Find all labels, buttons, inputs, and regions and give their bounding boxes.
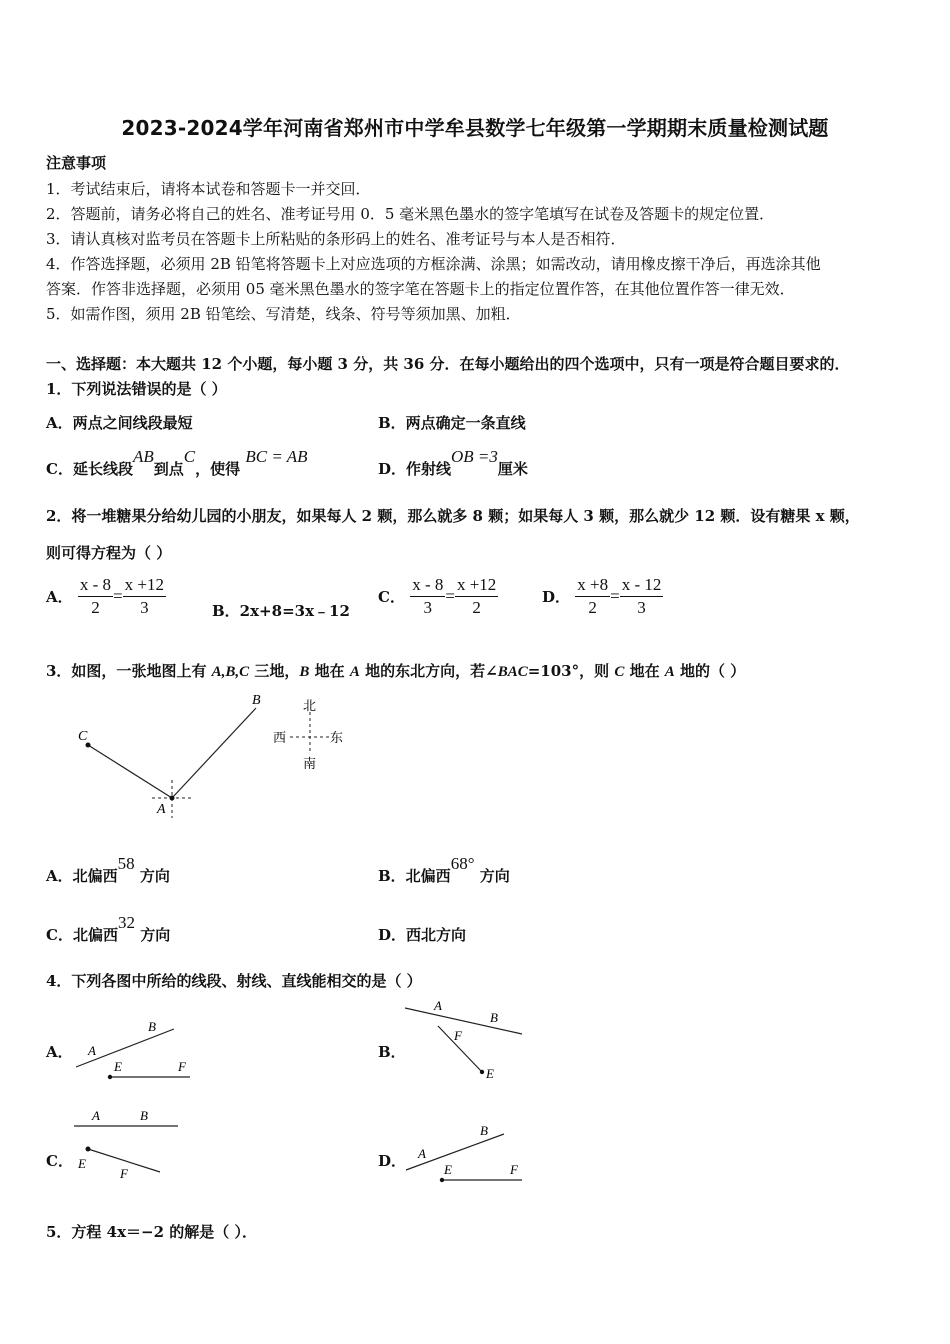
notice-item-4: 4．作答选择题，必须用 2B 铅笔将答题卡上对应选项的方框涂满、涂黑；如需改动，请用橡皮擦干净后，再选涂其他 [46,255,821,273]
q3-option-c: C．北偏西32 方向 [46,913,171,944]
notice-item-1: 1．考试结束后，请将本试卷和答题卡一并交回． [46,180,371,198]
notice-item-4-cont: 答案．作答非选择题，必须用 05 毫米黑色墨水的签字笔在答题卡上的指定位置作答，在其他位置作答一律无效． [46,280,795,298]
q2-c-frac-left: $\frac{x - 8}{3}$ [412,575,444,617]
q2-d-frac-right: $\frac{x - 12}{3}$ [621,575,662,617]
q1-c-point: C [183,447,196,466]
q4-c-point-e [86,1147,91,1152]
q3-option-d: D．西北方向 [378,926,467,944]
q3-segment-ab [172,708,256,798]
q4-c-label-a: A [92,1108,100,1123]
section-heading: 一、选择题：本大题共 12 个小题，每小题 3 分，共 36 分．在每小题给出的四个选项中，只有一项是符合题目要求的． [46,355,850,373]
q4-b-line-ab [405,1008,522,1034]
q3-compass [270,694,350,774]
q3-option-a: A．北偏西58 方向 [46,854,170,885]
q4-d-label-a: A [418,1146,426,1161]
q3-label-b: B [252,693,261,708]
q4-b-label-f: F [454,1028,462,1043]
q3-label-a: A [157,802,166,817]
q4-b-label-b: B [490,1010,498,1025]
q2-a-frac-left: $\frac{x - 8}{2}$ [79,575,112,617]
q3-segment-ac [88,745,172,798]
q4-a-point-e [108,1075,112,1079]
q1-c-ab: AB [132,447,154,466]
q1-stem: 1．下列说法错误的是（ ） [46,380,227,398]
q4-figure-d [400,1122,530,1188]
q2-option-c: C． $\frac{x - 8}{3}$ = $\frac{x +12}{2}$ [378,575,497,617]
q4-b-point-e [480,1070,484,1074]
q4-a-label-a: A [88,1043,96,1058]
q3-option-b: B．北偏西68° 方向 [378,854,510,885]
q5-stem: 5．方程 4x＝−2 的解是（ ）． [46,1223,257,1241]
q4-d-point-e [440,1178,444,1182]
q2-d-frac-left: $\frac{x +8}{2}$ [577,575,609,617]
q4-option-a-label: A． [46,1043,73,1061]
q2-option-d: D． $\frac{x +8}{2}$ = $\frac{x - 12}{3}$ [542,575,662,617]
q4-figure-a [70,1015,200,1085]
q4-c-label-f: F [120,1166,128,1181]
q3-compass-east: 东 [330,731,344,746]
page-title: 2023-2024学年河南省郑州市中学牟县数学七年级第一学期期末质量检测试题 [121,116,829,140]
q1-option-c: C．延长线段AB到点C，使得 BC = AB [46,447,308,478]
q2-option-a: A． $\frac{x - 8}{2}$ = $\frac{x +12}{3}$ [46,575,164,617]
q3-compass-north: 北 [303,699,317,714]
q1-option-a: A．两点之间线段最短 [46,414,193,432]
q4-a-label-b: B [148,1019,156,1034]
q3-compass-south: 南 [303,757,317,772]
q4-option-d-label: D． [378,1152,407,1170]
q2-a-frac-right: $\frac{x +12}{3}$ [124,575,164,617]
q2-option-b: B．2x+8=3x﹣12 [212,602,350,620]
notice-heading: 注意事项 [46,154,107,172]
q2-stem-line2: 则可得方程为（ ） [46,544,172,562]
q4-figure-b [400,996,530,1086]
q2-stem-line1: 2．将一堆糖果分给幼儿园的小朋友，如果每人 2 颗，那么就多 8 颗；如果每人 3 颗，那么就少 12 颗．设有糖果 x 颗， [46,507,860,525]
q4-a-label-f: F [178,1059,186,1074]
q4-a-label-e: E [114,1059,122,1074]
q4-b-label-a: A [434,998,442,1013]
q4-option-c-label: C． [46,1152,73,1170]
q4-stem: 4．下列各图中所给的线段、射线、直线能相交的是（ ） [46,972,422,990]
q1-option-d: D．作射线OB =3厘米 [378,447,528,478]
q4-option-b-label: B． [378,1043,406,1061]
q2-c-frac-right: $\frac{x +12}{2}$ [456,575,497,617]
q3-label-c: C [78,729,88,744]
q4-d-label-e: E [444,1162,452,1177]
q3-point-a [170,796,175,801]
q1-c-equation: BC = AB [245,447,308,466]
notice-item-3: 3．请认真核对监考员在答题卡上所粘贴的条形码上的姓名、准考证号与本人是否相符． [46,230,626,248]
q4-c-label-b: B [140,1108,148,1123]
notice-item-5: 5．如需作图，须用 2B 铅笔绘、写清楚，线条、符号等须加黑、加粗． [46,305,521,323]
q3-compass-west: 西 [273,731,287,746]
q3-stem: 3．如图，一张地图上有 A,B,C 三地，B 地在 A 地的东北方向，若∠BAC=103°，则 C 地在 A 地的（ ） [46,662,746,680]
q4-d-label-b: B [480,1123,488,1138]
q4-figure-c [70,1102,190,1188]
q1-d-ob: OB =3 [451,447,498,466]
q4-d-label-f: F [510,1162,518,1177]
notice-item-2: 2．答题前，请务必将自己的姓名、准考证号用 0．5 毫米黑色墨水的签字笔填写在试卷及答题卡的规定位置． [46,205,775,223]
q1-option-b: B．两点确定一条直线 [378,414,526,432]
q4-b-label-e: E [486,1066,494,1081]
q4-c-label-e: E [78,1156,86,1171]
